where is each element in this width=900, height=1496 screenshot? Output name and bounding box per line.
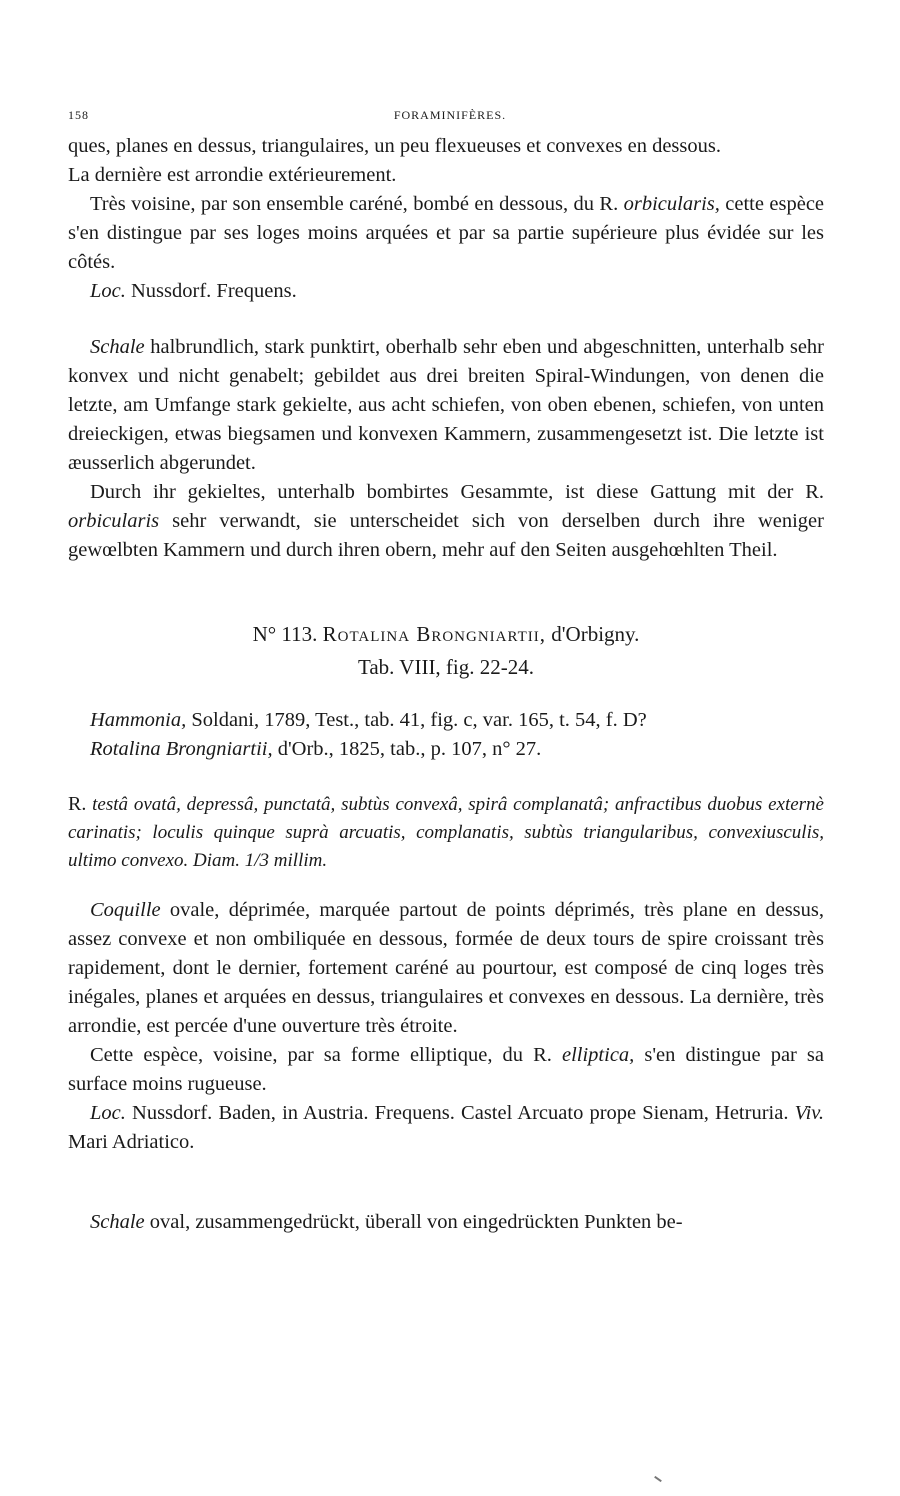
paragraph-text: s'en distingue par sa surface moins rugueuse.: [68, 1044, 825, 1095]
locality-text: Nussdorf. Baden, in Austria. Frequens. Castel Arcuato prope Sienam, Hetruria.: [125, 1102, 795, 1124]
french-description: [68, 896, 824, 1157]
locality-text: Mari Adriatico.: [68, 1131, 195, 1153]
paragraph-text: halbrundlich, stark punktirt, oberhalb sehr eben und abgeschnitten, unterhalb sehr konvex und nicht genabelt; gebildet aus drei breiten Spiral-Windungen, von denen die letzte, am Umfange stark gekielte, aus acht schiefen, von oben ebenen, schiefen, von unten dreieckigen, etwas biegsamen und konvexen Kammern, zusammengesetzt ist. Die letzte ist æusserlich abgerundet.: [68, 336, 824, 474]
diagnosis-paragraph: [68, 790, 824, 874]
paragraph-text: oval, zusammengedrückt, überall von eingedrückten Punkten be-: [144, 1211, 683, 1233]
french-description-continued: [68, 132, 824, 306]
synonymy-list: [68, 706, 824, 764]
species-name: elliptica,: [562, 1044, 635, 1066]
german-comparison-paragraph: [68, 478, 824, 565]
species-author: d'Orbigny.: [546, 622, 640, 646]
german-label: Schale: [90, 1211, 145, 1233]
paragraph-text: cette espèce s'en distingue par ses loges moins arquées et par sa partie supérieure plus évidée sur les côtés.: [68, 193, 825, 273]
german-description: [68, 333, 824, 565]
species-title: Rotalina Brongniartii,: [322, 622, 546, 646]
german-label: Schale: [90, 336, 145, 358]
page-number: 158: [68, 108, 89, 122]
entry-title-line: [68, 618, 824, 651]
plate-reference: Tab. VIII, fig. 22-24.: [357, 655, 535, 679]
paragraph-text: sehr verwandt, sie unterscheidet sich von derselben durch ihre weniger gewœlbten Kammern und durch ihren obern, mehr auf den Seiten ausgehœhlten Theil.: [68, 510, 824, 561]
synonym-entry: [68, 735, 824, 764]
paragraph-text: Cette espèce, voisine, par sa forme elliptique, du R.: [90, 1044, 562, 1066]
description-paragraph: [68, 896, 824, 1041]
locality-paragraph: [68, 1099, 824, 1157]
viv-label: Viv.: [794, 1102, 824, 1124]
paragraph-text: Très voisine, par son ensemble caréné, bombé en dessous, du R.: [90, 193, 624, 215]
page-header: [68, 108, 832, 128]
synonym-citation: Soldani, 1789, Test., tab. 41, fig. c, var. 165, t. 54, f. D?: [186, 709, 647, 731]
synonym-name: Rotalina Brongniartii,: [90, 738, 273, 760]
german-paragraph: [68, 1208, 824, 1237]
comparison-paragraph: [68, 190, 824, 277]
latin-diagnosis: [68, 790, 824, 874]
species-name: orbicularis: [68, 510, 160, 532]
paragraph-text: Durch ihr gekieltes, unterhalb bombirtes Gesammte, ist diese Gattung mit der R.: [90, 481, 824, 503]
stray-mark: [654, 1476, 662, 1482]
locality-text: Nussdorf. Frequens.: [125, 280, 297, 302]
species-entry-heading: [68, 618, 824, 684]
paragraph-text: ovale, déprimée, marquée partout de points déprimés, très plane en dessus, assez convexe et non ombiliquée en dessous, formée de deux tours de spire croissant très rapidement, dont le dernier, fortement caréné au pourtour, est composé de cinq loges très inégales, planes et arquées en dessus, triangulaires et convexes en dessous. La dernière, très arrondie, est percée d'une ouverture très étroite.: [68, 899, 824, 1037]
synonym-name: Hammonia,: [90, 709, 187, 731]
text-line: ques, planes en dessus, triangulaires, un peu flexueuses et convexes en dessous.: [68, 135, 721, 157]
german-description-2: [68, 1208, 824, 1237]
german-paragraph: [68, 333, 824, 478]
diagnosis-text: testâ ovatâ, depressâ, punctatâ, subtùs convexâ, spirâ complanatâ; anfractibus duobus externè carinatis; loculis quinque suprà arcuatis, complanatis, subtùs triangularibus, convexiusculis, ultimo convexo. Diam. 1/3 millim.: [68, 794, 824, 871]
synonym-citation: d'Orb., 1825, tab., p. 107, n° 27.: [272, 738, 542, 760]
diagnosis-label: R.: [68, 793, 87, 815]
synonym-entry: [68, 706, 824, 735]
text-line: La dernière est arrondie extérieurement.: [68, 164, 397, 186]
locality-line: [68, 277, 824, 306]
locality-label: Loc.: [90, 280, 126, 302]
description-label: Coquille: [90, 899, 161, 921]
comparison-paragraph: [68, 1041, 824, 1099]
species-name: orbicularis,: [623, 193, 720, 215]
entry-number: N° 113.: [252, 622, 318, 646]
running-title: FORAMINIFÈRES.: [393, 108, 507, 122]
locality-label: Loc.: [90, 1102, 126, 1124]
